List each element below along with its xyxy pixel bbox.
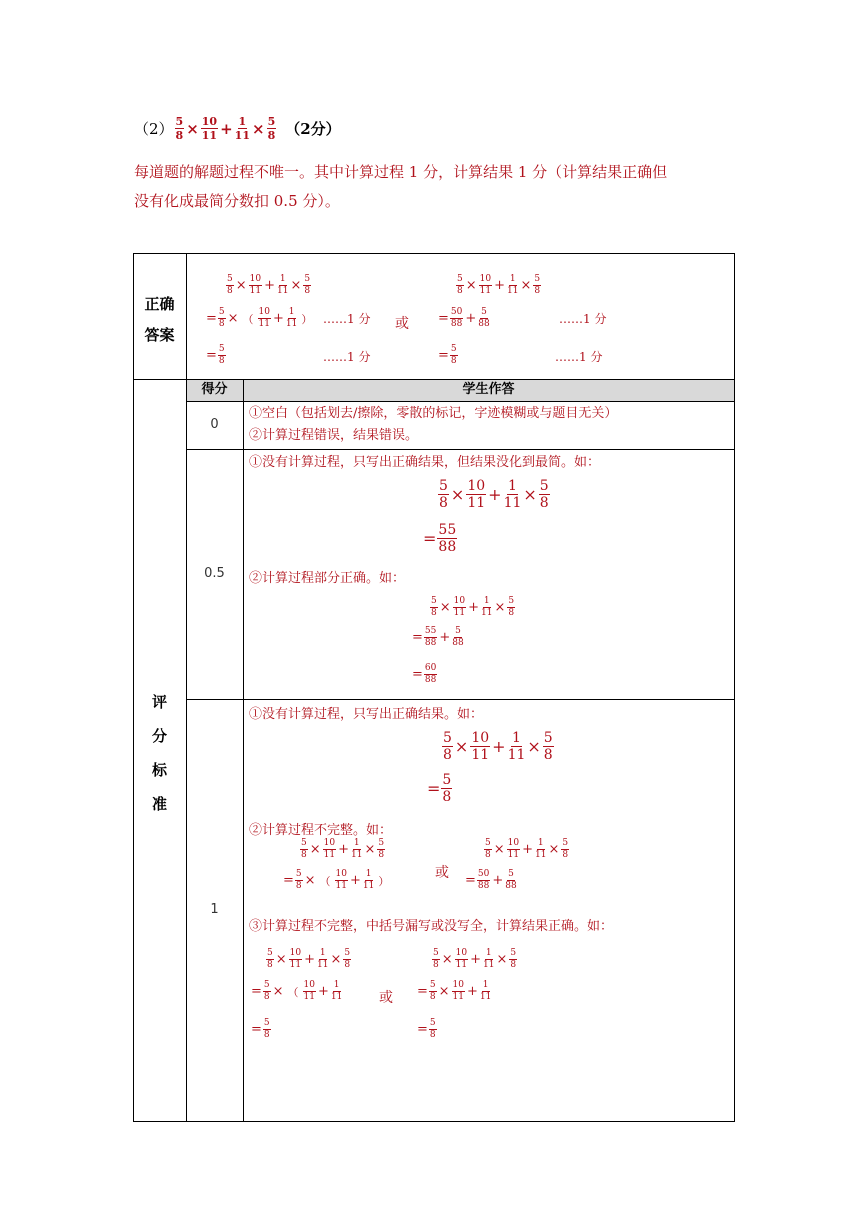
right-solution-step2: = $\frac{50}{88}$ + $\frac{5}{88}$ (438, 307, 490, 329)
grading-table (133, 253, 735, 1122)
row-0.5-result2: = $\frac{60}{88}$ (412, 663, 437, 685)
row-score-0: 0 (210, 417, 219, 432)
row-score-0.5: 0.5 (204, 566, 225, 581)
question-points: （2分） (285, 120, 341, 138)
row-0.5-expr1: $\frac{5}{8}$ × $\frac{10}{11}$ + $\frac{1}{11}$ × $\frac{5}{8}$ (439, 478, 549, 511)
right-solution-result: = $\frac{5}{8}$ (438, 344, 457, 366)
correct-answer-work (133, 253, 734, 379)
question-label: （2） (134, 120, 174, 138)
right-solution-step1: $\frac{5}{8}$ × $\frac{10}{11}$ + $\frac{1}{11}$ × $\frac{5}{8}$ (457, 274, 541, 296)
row-1-expr3b: $\frac{5}{8}$ × $\frac{10}{11}$ + $\frac{1}{11}$ × $\frac{5}{8}$ (433, 948, 517, 970)
row-0.5-item1: ①没有计算过程，只写出正确结果，但结果没化到最简。如： (249, 455, 601, 470)
left-solution-step1: $\frac{5}{8}$ × $\frac{10}{11}$ + $\frac{1}{11}$ × $\frac{5}{8}$ (227, 274, 311, 296)
row-1-expr2b: $\frac{5}{8}$ × $\frac{10}{11}$ + $\frac{1}{11}$ × $\frac{5}{8}$ (485, 838, 569, 860)
right-result-points: ……1 分 (555, 350, 603, 364)
row-1-expr1: $\frac{5}{8}$ × $\frac{10}{11}$ + $\frac{1}{11}$ × $\frac{5}{8}$ (443, 730, 553, 763)
row-1-step2a: = $\frac{5}{8}$ × （ $\frac{10}{11}$ + $\frac{1}{11}$ ） (283, 869, 390, 891)
question-expression: $\frac{5}{8}$ × $\frac{10}{11}$ + $\frac{1}{11}$ × $\frac{5}{8}$ (175, 115, 276, 142)
row-score-1: 1 (210, 902, 219, 917)
right-step2-points: ……1 分 (559, 312, 607, 326)
row-0.5-expr2: $\frac{5}{8}$ × $\frac{10}{11}$ + $\frac{1}{11}$ × $\frac{5}{8}$ (431, 596, 515, 618)
row-0-items: ①空白（包括划去/擦除，零散的标记，字迹模糊或与题目无关） ②计算过程错误，结果错误。 (249, 406, 618, 443)
row-0.5-item2: ②计算过程部分正确。如： (249, 571, 406, 586)
left-result-points: ……1 分 (323, 350, 371, 364)
question-line (134, 116, 341, 141)
correct-answer-label: 正确 答案 (144, 295, 175, 344)
row-1-step2b: = $\frac{50}{88}$ + $\frac{5}{88}$ (465, 869, 517, 891)
left-solution-result: = $\frac{5}{8}$ (206, 344, 225, 366)
left-step2-points: ……1 分 (323, 312, 371, 326)
row-1-item1: ①没有计算过程，只写出正确结果。如： (249, 707, 484, 722)
row-1-result3a: = $\frac{5}{8}$ (251, 1018, 270, 1040)
left-solution-step2: = $\frac{5}{8}$ × （ $\frac{10}{11}$ + $\frac{1}{11}$ ） (206, 307, 313, 329)
row-0.5-result1: = $\frac{55}{88}$ (423, 522, 457, 555)
row-1-expr3a: $\frac{5}{8}$ × $\frac{10}{11}$ + $\frac{1}{11}$ × $\frac{5}{8}$ (267, 948, 351, 970)
criteria-label: 评 分 标 准 (151, 693, 167, 813)
row-1-expr2a: $\frac{5}{8}$ × $\frac{10}{11}$ + $\frac{1}{11}$ × $\frac{5}{8}$ (301, 838, 385, 860)
or-label: 或 (395, 316, 409, 332)
row-1-or-a: 或 (435, 865, 449, 881)
scoring-note-line2: 没有化成最简分数扣 0.5 分）。 (134, 192, 340, 210)
scoring-note (134, 158, 754, 216)
row-1-result3b: = $\frac{5}{8}$ (417, 1018, 436, 1040)
scoring-note-line1: 每道题的解题过程不唯一。其中计算过程 1 分，计算结果 1 分（计算结果正确但 (134, 163, 668, 181)
row-1-item3: ③计算过程不完整，中括号漏写或没写全，计算结果正确。如： (249, 919, 614, 934)
row-1-step3b: = $\frac{5}{8}$ × $\frac{10}{11}$ + $\frac{1}{11}$ (417, 980, 492, 1002)
row-1-step3a: = $\frac{5}{8}$ × （ $\frac{10}{11}$ + $\frac{1}{11}$ (251, 980, 343, 1002)
row-1-or-b: 或 (379, 990, 393, 1006)
header-score: 得分 (201, 382, 228, 397)
row-0.5-step2: = $\frac{55}{88}$ + $\frac{5}{88}$ (412, 626, 464, 648)
row-1-result1: = $\frac{5}{8}$ (427, 772, 452, 805)
header-student-work: 学生作答 (462, 382, 515, 397)
row-1-item2: ②计算过程不完整。如： (249, 823, 393, 838)
